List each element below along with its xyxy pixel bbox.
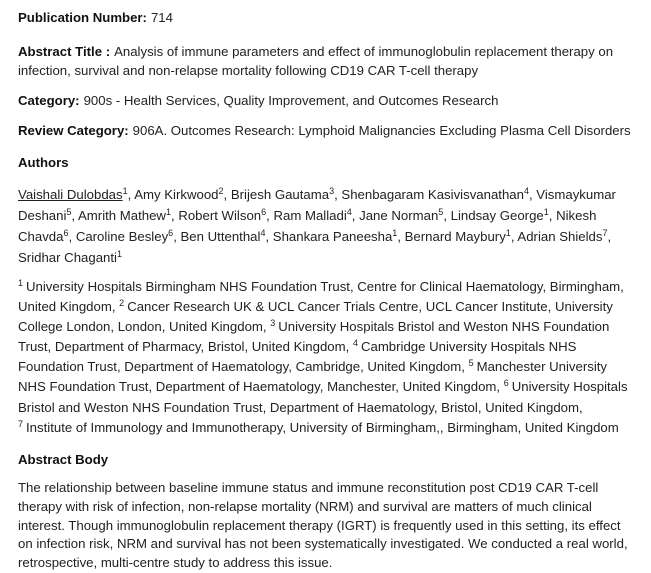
abstract-title-label: Abstract Title : — [18, 44, 111, 59]
author-separator: , — [397, 229, 405, 244]
author-separator: , — [173, 229, 181, 244]
affiliations-list — [18, 277, 638, 438]
review-category — [18, 121, 638, 141]
author-separator: , — [443, 208, 451, 223]
author-name: Ram Malladi — [273, 208, 347, 223]
author-separator: , — [68, 229, 76, 244]
abstract-title — [18, 42, 638, 80]
author-separator: , — [528, 187, 537, 202]
affiliation-number: 2 — [119, 298, 125, 309]
abstract-body-heading: Abstract Body — [18, 452, 109, 467]
affiliation-text: Institute of Immunology and Immunotherapy, University of Birmingham,, Birmingham, United Kingdom — [26, 419, 619, 435]
abstract-body-text: The relationship between baseline immune status and immune reconstitution post CD19 CAR T-cell therapy with risk of infection, non-relapse mortality (NRM) and survival are matters of much clinical interest. Though immunoglobulin replacement therapy (IGRT) is frequently used in this setting, its effect on infection risk, NRM and survival has not been systematically investigated. We conducted a real world, retrospective, multi-centre study to address this issue. — [18, 480, 628, 571]
author-affiliation-number: 1 — [505, 228, 511, 238]
affiliation-separator: , — [345, 339, 353, 355]
publication-number — [18, 8, 638, 28]
affiliation-text: University Hospitals Bristol and Weston NHS Foundation Trust, Department of Pharmacy, Bristol, United Kingdom — [18, 319, 610, 355]
author-separator: , — [127, 187, 135, 202]
author-separator: , — [548, 208, 557, 223]
author-name: Ben Uttenthal — [180, 229, 261, 244]
affiliation-number: 4 — [352, 338, 358, 349]
author-affiliation-number: 4 — [260, 228, 266, 238]
affiliation-number: 6 — [503, 378, 509, 389]
author-name: Shankara Paneesha — [272, 229, 393, 244]
author-separator: , — [334, 187, 342, 202]
author-separator: , — [351, 208, 360, 223]
author-name: Nikesh Chavda — [18, 208, 597, 244]
review-category-label: Review Category: — [18, 123, 129, 138]
author-affiliation-number: 6 — [261, 207, 267, 217]
affiliation-number: 3 — [270, 318, 276, 329]
author-separator: , — [510, 229, 518, 244]
author-name: Amrith Mathew — [78, 208, 166, 223]
author-affiliation-number: 4 — [346, 207, 352, 217]
affiliation-text: University Hospitals Birmingham NHS Foundation Trust, Centre for Clinical Haematology, Birmingham, United Kingdom — [18, 279, 624, 315]
author-name: Brijesh Gautama — [230, 187, 330, 202]
abstract-title-value: Analysis of immune parameters and effect of immunoglobulin replacement therapy on infection, survival and non-relapse mortality following CD19 CAR T-cell therapy — [18, 44, 614, 78]
author-name: Robert Wilson — [178, 208, 262, 223]
author-affiliation-number: 7 — [602, 228, 608, 238]
review-category-value: 906A. Outcomes Research: Lymphoid Malignancies Excluding Plasma Cell Disorders — [132, 123, 631, 138]
affiliation-text: University Hospitals Bristol and Weston NHS Foundation Trust, Department of Haematology, Bristol, United Kingdom — [18, 379, 628, 415]
author-separator: , — [170, 208, 179, 223]
publication-number-label: Publication Number: — [18, 10, 147, 25]
affiliation-separator: , — [262, 319, 271, 335]
author-name: Shenbagaram Kasivisvanathan — [341, 187, 524, 202]
author-name: Vismaykumar Deshani — [18, 187, 616, 223]
author-name: Jane Norman — [359, 208, 439, 223]
author-separator: , — [607, 229, 612, 244]
author-separator: , — [223, 187, 231, 202]
affiliation-separator: , — [461, 359, 469, 375]
author-affiliation-number: 1 — [116, 249, 122, 259]
affiliation-number: 5 — [468, 358, 474, 369]
author-name: Vaishali Dulobdas — [18, 187, 123, 202]
author-affiliation-number: 5 — [66, 207, 72, 217]
affiliation-text: Manchester University NHS Foundation Trust, Department of Haematology, Manchester, United Kingdom — [18, 359, 608, 395]
authors-list — [18, 184, 638, 268]
affiliation-separator: , — [496, 379, 504, 395]
author-affiliation-number: 4 — [523, 186, 529, 196]
affiliation-number: 1 — [18, 278, 24, 288]
author-affiliation-number: 6 — [63, 228, 69, 238]
author-affiliation-number: 3 — [329, 186, 335, 196]
author-affiliation-number: 1 — [543, 207, 549, 217]
author-affiliation-number: 6 — [168, 228, 174, 238]
affiliation-number: 7 — [18, 418, 24, 429]
affiliation-separator: , — [111, 299, 120, 315]
category-label: Category: — [18, 93, 80, 108]
affiliation-text: Cambridge University Hospitals NHS Foundation Trust, Department of Haematology, Cambridge, United Kingdom — [18, 339, 577, 375]
author-affiliation-number: 1 — [122, 186, 128, 196]
author-affiliation-number: 5 — [438, 207, 444, 217]
author-name: Caroline Besley — [75, 229, 169, 244]
author-affiliation-number: 1 — [392, 228, 398, 238]
category — [18, 91, 638, 111]
author-name: Lindsay George — [450, 208, 544, 223]
author-separator: , — [265, 229, 273, 244]
affiliation-separator: , — [578, 399, 583, 415]
affiliation-text: Cancer Research UK & UCL Cancer Trials Centre, UCL Cancer Institute, University College London, London, United Kingdom — [18, 299, 613, 335]
author-name: Bernard Maybury — [404, 229, 506, 244]
category-value: 900s - Health Services, Quality Improvement, and Outcomes Research — [83, 93, 499, 108]
author-affiliation-number: 2 — [218, 186, 224, 196]
publication-number-value: 714 — [150, 10, 173, 25]
author-name: Adrian Shields — [517, 229, 603, 244]
author-name: Sridhar Chaganti — [18, 250, 117, 265]
author-separator: , — [266, 208, 274, 223]
author-separator: , — [71, 208, 79, 223]
author-affiliation-number: 1 — [165, 207, 171, 217]
author-name: Amy Kirkwood — [134, 187, 219, 202]
authors-heading: Authors — [18, 155, 69, 170]
